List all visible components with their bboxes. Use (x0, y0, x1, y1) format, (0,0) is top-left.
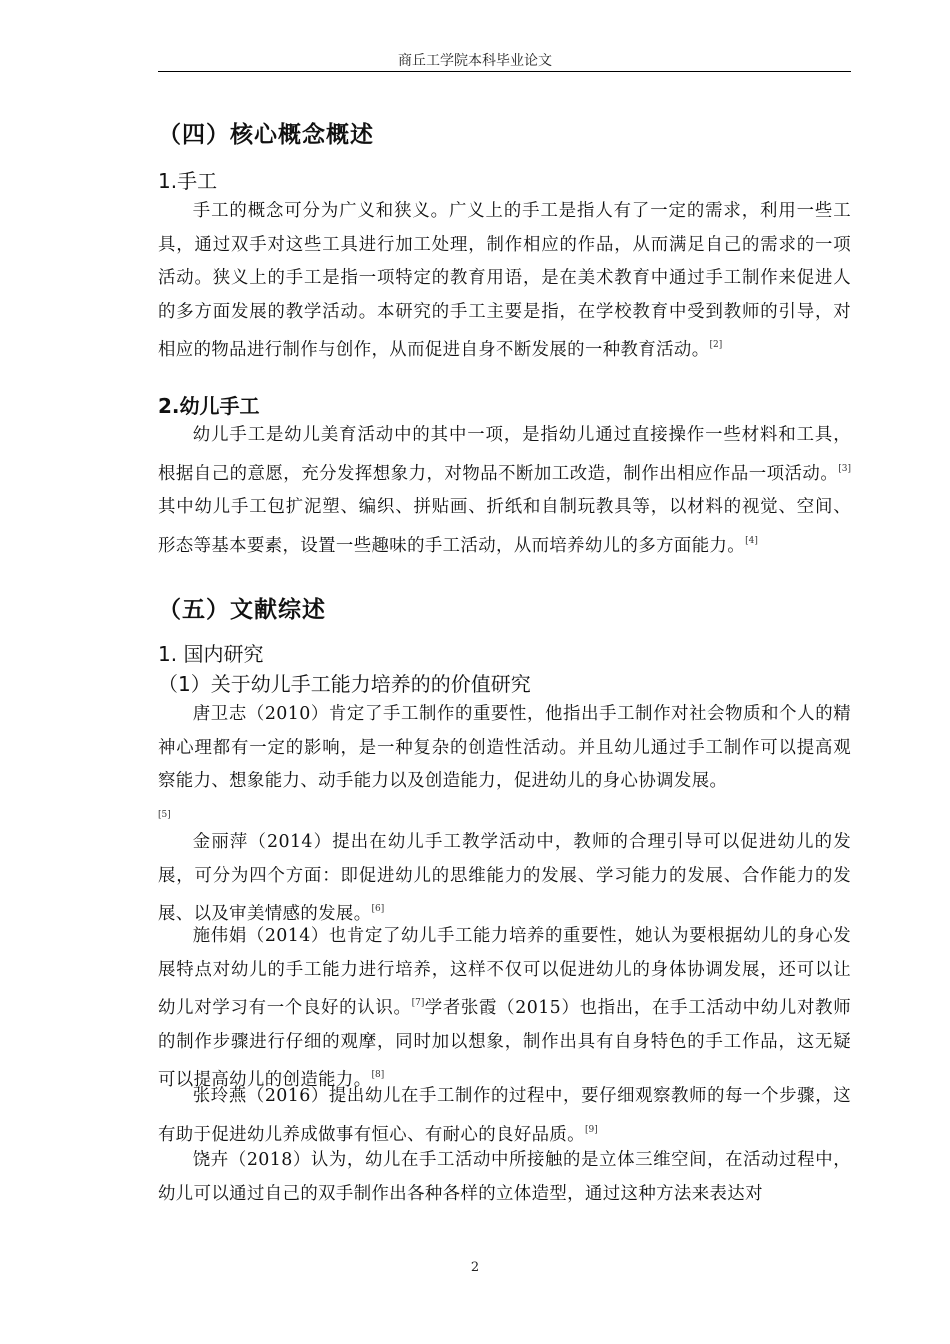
citation-ref: [4] (745, 535, 758, 546)
subsubheading-value-research: （1）关于幼儿手工能力培养的的价值研究 (158, 672, 531, 696)
paragraph-text: 唐卫志（2010）肯定了手工制作的重要性，他指出手工制作对社会物质和个人的精神心理都有一定的影响，是一种复杂的创造性活动。并且幼儿通过手工制作可以提高观察能力、想象能力、动手能力以及创造能力，促进幼儿的身心协调发展。 (158, 704, 851, 792)
citation-ref: [6] (371, 904, 385, 915)
header-rule (158, 71, 851, 72)
paragraph-text: 学者张霞（2015）也指出，在手工活动中幼儿对教师的制作步骤进行仔细的观摩，同时加以想象，制作出具有自身特色的手工作品，这无疑可以提高幼儿的创造能力。 (158, 998, 851, 1091)
section-heading-literature-review: （五）文献综述 (158, 597, 326, 623)
running-header: 商丘工学院本科毕业论文 (398, 53, 552, 69)
paragraph-text: 金丽萍（2014）提出在幼儿手工教学活动中，教师的合理引导可以促进幼儿的发展，可分为四个方面：即促进幼儿的思维能力的发展、学习能力的发展、合作能力的发展、以及审美情感的发展。 (158, 832, 851, 925)
subheading-text: 2.幼儿手工 (158, 394, 260, 418)
paragraph-jin-liping (158, 826, 851, 932)
page-number: 2 (470, 1260, 480, 1275)
paragraph-rao-hui (158, 1144, 851, 1211)
paragraph-child-handicraft-definition (158, 419, 851, 563)
paragraph-text: 施伟娟（2014）也肯定了幼儿手工能力培养的重要性，她认为要根据幼儿的身心发展特点对幼儿的手工能力进行培养，这样不仅可以促进幼儿的身体协调发展，还可以让幼儿对学习有一个良好的认识。 (158, 926, 851, 1019)
citation-ref: [7] (411, 998, 425, 1009)
citation-ref: [2] (709, 340, 723, 351)
paragraph-text: 手工的概念可分为广义和狭义。广义上的手工是指人有了一定的需求，利用一些工具，通过双手对这些工具进行加工处理，制作相应的作品，从而满足自己的需求的一项活动。狭义上的手工是指一项特定的教育用语，是在美术教育中通过手工制作来促进人的多方面发展的教学活动。本研究的手工主要是指，在学校教育中受到教师的引导，对相应的物品进行制作与创作，从而促进自身不断发展的一种教育活动。 (158, 201, 851, 361)
paragraph-text: 幼儿手工是幼儿美育活动中的其中一项，是指幼儿通过直接操作一些材料和工具，根据自己的意愿，充分发挥想象力，对物品不断加工改造，制作出相应作品一项活动。 (158, 425, 851, 484)
paragraph-text: 饶卉（2018）认为，幼儿在手工活动中所接触的是立体三维空间，在活动过程中，幼儿可以通过自己的双手制作出各种各样的立体造型，通过这种方法来表达对 (158, 1150, 851, 1204)
paragraph-text: 其中幼儿手工包扩泥塑、编织、拼贴画、折纸和自制玩教具等，以材料的视觉、空间、形态等基本要素，设置一些趣味的手工活动，从而培养幼儿的多方面能力。 (158, 497, 851, 556)
citation-ref: [3] (838, 463, 851, 474)
section-heading-core-concepts: （四）核心概念概述 (158, 122, 374, 148)
subheading-domestic-research: 1. 国内研究 (158, 642, 264, 666)
paragraph-zhang-lingyan (158, 1080, 851, 1152)
paragraph-shi-weijuan (158, 920, 851, 1098)
subheading-handicraft: 1.手工 (158, 169, 218, 193)
subheading-child-handicraft (158, 390, 260, 419)
citation-ref: [5] (158, 809, 171, 820)
paragraph-text: 张玲燕（2016）提出幼儿在手工制作的过程中，要仔细观察教师的每一个步骤，这有助于促进幼儿养成做事有恒心、有耐心的良好品质。 (158, 1086, 851, 1145)
paragraph-tang-weizhi (158, 698, 851, 837)
citation-ref: [8] (371, 1070, 385, 1081)
citation-ref: [9] (584, 1124, 598, 1135)
paragraph-handicraft-definition (158, 195, 851, 368)
